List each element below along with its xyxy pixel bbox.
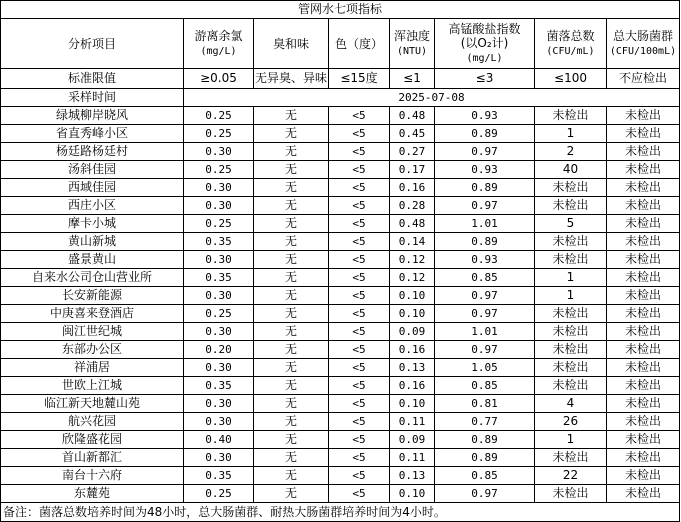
cod-value: 0.97	[435, 305, 535, 323]
site-name: 西域佳园	[1, 179, 184, 197]
site-name: 自来水公司仓山营业所	[1, 269, 184, 287]
chlorine-value: 0.25	[184, 215, 254, 233]
turbidity-value: 0.11	[390, 413, 435, 431]
chlorine-value: 0.30	[184, 287, 254, 305]
standard-color: ≤15度	[329, 69, 390, 89]
chlorine-value: 0.25	[184, 107, 254, 125]
table-row	[1, 341, 680, 359]
turbidity-value: 0.10	[390, 395, 435, 413]
odor-value: 无	[254, 233, 329, 251]
standard-label: 标准限值	[1, 69, 184, 89]
color-value: <5	[329, 395, 390, 413]
turbidity-value: 0.16	[390, 341, 435, 359]
header-bacteria	[535, 19, 607, 69]
coliform-value: 未检出	[607, 467, 680, 485]
color-value: <5	[329, 359, 390, 377]
odor-value: 无	[254, 323, 329, 341]
turbidity-value: 0.45	[390, 125, 435, 143]
site-name: 长安新能源	[1, 287, 184, 305]
color-value: <5	[329, 377, 390, 395]
coliform-value: 未检出	[607, 413, 680, 431]
header-chlorine	[184, 19, 254, 69]
sampling-row	[1, 89, 680, 107]
cod-value: 0.97	[435, 287, 535, 305]
table-row	[1, 413, 680, 431]
chlorine-value: 0.30	[184, 179, 254, 197]
coliform-value: 未检出	[607, 359, 680, 377]
odor-value: 无	[254, 359, 329, 377]
standard-odor: 无异臭、异味	[254, 69, 329, 89]
cod-value: 0.89	[435, 233, 535, 251]
turbidity-value: 0.10	[390, 287, 435, 305]
cod-value: 0.93	[435, 107, 535, 125]
chlorine-value: 0.25	[184, 125, 254, 143]
standard-chlorine: ≥0.05	[184, 69, 254, 89]
table-row	[1, 359, 680, 377]
table-row	[1, 323, 680, 341]
header-chlorine-unit: (mg/L)	[200, 45, 237, 57]
odor-value: 无	[254, 179, 329, 197]
turbidity-value: 0.12	[390, 269, 435, 287]
header-row	[1, 19, 680, 69]
coliform-value: 未检出	[607, 269, 680, 287]
coliform-value: 未检出	[607, 215, 680, 233]
header-bacteria-unit: (CFU/mL)	[546, 45, 595, 57]
table-row	[1, 233, 680, 251]
cod-value: 0.89	[435, 431, 535, 449]
chlorine-value: 0.30	[184, 143, 254, 161]
header-turbidity	[390, 19, 435, 69]
cod-value: 0.93	[435, 161, 535, 179]
turbidity-value: 0.17	[390, 161, 435, 179]
color-value: <5	[329, 287, 390, 305]
site-name: 航兴花园	[1, 413, 184, 431]
color-value: <5	[329, 125, 390, 143]
coliform-value: 未检出	[607, 323, 680, 341]
color-value: <5	[329, 485, 390, 503]
table-row	[1, 377, 680, 395]
table-row	[1, 485, 680, 503]
header-bacteria-label: 菌落总数	[546, 28, 595, 43]
bacteria-value: 未检出	[535, 179, 607, 197]
odor-value: 无	[254, 269, 329, 287]
bacteria-value: 1	[535, 287, 607, 305]
odor-value: 无	[254, 251, 329, 269]
color-value: <5	[329, 269, 390, 287]
turbidity-value: 0.28	[390, 197, 435, 215]
turbidity-value: 0.11	[390, 449, 435, 467]
header-odor: 臭和味	[254, 19, 329, 69]
turbidity-value: 0.09	[390, 323, 435, 341]
table-row	[1, 305, 680, 323]
header-color: 色（度）	[329, 19, 390, 69]
header-cod-sub: (以O₂计)	[460, 35, 509, 50]
color-value: <5	[329, 341, 390, 359]
bacteria-value: 未检出	[535, 323, 607, 341]
chlorine-value: 0.25	[184, 305, 254, 323]
bacteria-value: 未检出	[535, 251, 607, 269]
cod-value: 1.01	[435, 215, 535, 233]
header-cod	[435, 19, 535, 69]
color-value: <5	[329, 413, 390, 431]
table-row	[1, 197, 680, 215]
table-row	[1, 215, 680, 233]
chlorine-value: 0.25	[184, 485, 254, 503]
turbidity-value: 0.09	[390, 431, 435, 449]
table-row	[1, 107, 680, 125]
turbidity-value: 0.48	[390, 215, 435, 233]
coliform-value: 未检出	[607, 197, 680, 215]
standard-bacteria: ≤100	[535, 69, 607, 89]
site-name: 闽江世纪城	[1, 323, 184, 341]
bacteria-value: 未检出	[535, 359, 607, 377]
coliform-value: 未检出	[607, 251, 680, 269]
odor-value: 无	[254, 215, 329, 233]
cod-value: 0.93	[435, 251, 535, 269]
coliform-value: 未检出	[607, 305, 680, 323]
sampling-label: 采样时间	[1, 89, 184, 107]
table-title-row	[1, 1, 680, 19]
site-name: 盛景黄山	[1, 251, 184, 269]
cod-value: 0.97	[435, 197, 535, 215]
turbidity-value: 0.16	[390, 377, 435, 395]
bacteria-value: 26	[535, 413, 607, 431]
odor-value: 无	[254, 449, 329, 467]
site-name: 汤斜佳园	[1, 161, 184, 179]
chlorine-value: 0.40	[184, 431, 254, 449]
turbidity-value: 0.16	[390, 179, 435, 197]
header-item: 分析项目	[1, 19, 184, 69]
cod-value: 0.89	[435, 125, 535, 143]
table-row	[1, 161, 680, 179]
chlorine-value: 0.30	[184, 359, 254, 377]
coliform-value: 未检出	[607, 143, 680, 161]
coliform-value: 未检出	[607, 107, 680, 125]
table-row	[1, 287, 680, 305]
chlorine-value: 0.35	[184, 233, 254, 251]
coliform-value: 未检出	[607, 431, 680, 449]
odor-value: 无	[254, 305, 329, 323]
color-value: <5	[329, 233, 390, 251]
bacteria-value: 未检出	[535, 377, 607, 395]
color-value: <5	[329, 197, 390, 215]
odor-value: 无	[254, 287, 329, 305]
odor-value: 无	[254, 107, 329, 125]
site-name: 东部办公区	[1, 341, 184, 359]
color-value: <5	[329, 215, 390, 233]
color-value: <5	[329, 179, 390, 197]
header-chlorine-label: 游离余氯	[194, 28, 243, 43]
color-value: <5	[329, 323, 390, 341]
coliform-value: 未检出	[607, 395, 680, 413]
bacteria-value: 未检出	[535, 485, 607, 503]
odor-value: 无	[254, 125, 329, 143]
bacteria-value: 未检出	[535, 341, 607, 359]
site-name: 西庄小区	[1, 197, 184, 215]
turbidity-value: 0.27	[390, 143, 435, 161]
turbidity-value: 0.13	[390, 359, 435, 377]
cod-value: 1.05	[435, 359, 535, 377]
table-row	[1, 431, 680, 449]
color-value: <5	[329, 161, 390, 179]
color-value: <5	[329, 449, 390, 467]
bacteria-value: 1	[535, 125, 607, 143]
standard-turbidity: ≤1	[390, 69, 435, 89]
table-row	[1, 395, 680, 413]
note-row	[1, 503, 680, 522]
odor-value: 无	[254, 377, 329, 395]
table-row	[1, 143, 680, 161]
odor-value: 无	[254, 341, 329, 359]
chlorine-value: 0.20	[184, 341, 254, 359]
cod-value: 0.85	[435, 377, 535, 395]
chlorine-value: 0.35	[184, 467, 254, 485]
bacteria-value: 1	[535, 269, 607, 287]
color-value: <5	[329, 143, 390, 161]
cod-value: 0.89	[435, 449, 535, 467]
bacteria-value: 40	[535, 161, 607, 179]
header-coliform-label: 总大肠菌群	[613, 28, 674, 43]
coliform-value: 未检出	[607, 233, 680, 251]
coliform-value: 未检出	[607, 341, 680, 359]
bacteria-value: 2	[535, 143, 607, 161]
odor-value: 无	[254, 161, 329, 179]
chlorine-value: 0.30	[184, 323, 254, 341]
chlorine-value: 0.30	[184, 449, 254, 467]
color-value: <5	[329, 431, 390, 449]
odor-value: 无	[254, 395, 329, 413]
bacteria-value: 未检出	[535, 233, 607, 251]
chlorine-value: 0.30	[184, 251, 254, 269]
chlorine-value: 0.30	[184, 395, 254, 413]
cod-value: 0.89	[435, 179, 535, 197]
site-name: 世欧上江城	[1, 377, 184, 395]
color-value: <5	[329, 251, 390, 269]
table-row	[1, 269, 680, 287]
coliform-value: 未检出	[607, 377, 680, 395]
odor-value: 无	[254, 485, 329, 503]
bacteria-value: 未检出	[535, 197, 607, 215]
sampling-date: 2025-07-08	[184, 89, 680, 107]
bacteria-value: 未检出	[535, 449, 607, 467]
cod-value: 1.01	[435, 323, 535, 341]
standard-row	[1, 69, 680, 89]
cod-value: 0.97	[435, 143, 535, 161]
table-row	[1, 179, 680, 197]
header-turbidity-label: 浑浊度	[393, 28, 430, 43]
header-cod-label: 高锰酸盐指数	[448, 21, 521, 36]
chlorine-value: 0.25	[184, 161, 254, 179]
coliform-value: 未检出	[607, 449, 680, 467]
table-row	[1, 449, 680, 467]
color-value: <5	[329, 467, 390, 485]
turbidity-value: 0.13	[390, 467, 435, 485]
color-value: <5	[329, 305, 390, 323]
site-name: 临江新天地麓山苑	[1, 395, 184, 413]
site-name: 东麓苑	[1, 485, 184, 503]
header-coliform	[607, 19, 680, 69]
coliform-value: 未检出	[607, 161, 680, 179]
header-coliform-unit: (CFU/100mL)	[609, 45, 677, 57]
site-name: 首山新都汇	[1, 449, 184, 467]
site-name: 省直秀峰小区	[1, 125, 184, 143]
bacteria-value: 未检出	[535, 107, 607, 125]
site-name: 欣隆盛花园	[1, 431, 184, 449]
header-cod-unit: (mg/L)	[466, 52, 503, 64]
cod-value: 0.85	[435, 269, 535, 287]
table-row	[1, 251, 680, 269]
coliform-value: 未检出	[607, 485, 680, 503]
cod-value: 0.77	[435, 413, 535, 431]
turbidity-value: 0.12	[390, 251, 435, 269]
coliform-value: 未检出	[607, 179, 680, 197]
odor-value: 无	[254, 467, 329, 485]
odor-value: 无	[254, 197, 329, 215]
site-name: 中庚喜来登酒店	[1, 305, 184, 323]
cod-value: 0.97	[435, 485, 535, 503]
bacteria-value: 5	[535, 215, 607, 233]
cod-value: 0.97	[435, 341, 535, 359]
coliform-value: 未检出	[607, 287, 680, 305]
standard-coliform: 不应检出	[607, 69, 680, 89]
coliform-value: 未检出	[607, 125, 680, 143]
table-row	[1, 125, 680, 143]
chlorine-value: 0.35	[184, 377, 254, 395]
site-name: 杨廷路杨廷村	[1, 143, 184, 161]
chlorine-value: 0.30	[184, 197, 254, 215]
note-text: 备注：菌落总数培养时间为48小时，总大肠菌群、耐热大肠菌群培养时间为4小时。	[1, 503, 680, 522]
turbidity-value: 0.10	[390, 305, 435, 323]
turbidity-value: 0.14	[390, 233, 435, 251]
turbidity-value: 0.48	[390, 107, 435, 125]
site-name: 绿城柳岸晓风	[1, 107, 184, 125]
color-value: <5	[329, 107, 390, 125]
turbidity-value: 0.10	[390, 485, 435, 503]
site-name: 黄山新城	[1, 233, 184, 251]
bacteria-value: 未检出	[535, 305, 607, 323]
cod-value: 0.85	[435, 467, 535, 485]
site-name: 摩卡小城	[1, 215, 184, 233]
bacteria-value: 1	[535, 431, 607, 449]
table-row	[1, 467, 680, 485]
cod-value: 0.81	[435, 395, 535, 413]
odor-value: 无	[254, 413, 329, 431]
chlorine-value: 0.30	[184, 413, 254, 431]
table-title: 管网水七项指标	[1, 1, 680, 19]
standard-cod: ≤3	[435, 69, 535, 89]
odor-value: 无	[254, 143, 329, 161]
header-turbidity-unit: (NTU)	[396, 45, 428, 57]
bacteria-value: 22	[535, 467, 607, 485]
site-name: 祥浦居	[1, 359, 184, 377]
bacteria-value: 4	[535, 395, 607, 413]
chlorine-value: 0.35	[184, 269, 254, 287]
site-name: 南台十六府	[1, 467, 184, 485]
odor-value: 无	[254, 431, 329, 449]
